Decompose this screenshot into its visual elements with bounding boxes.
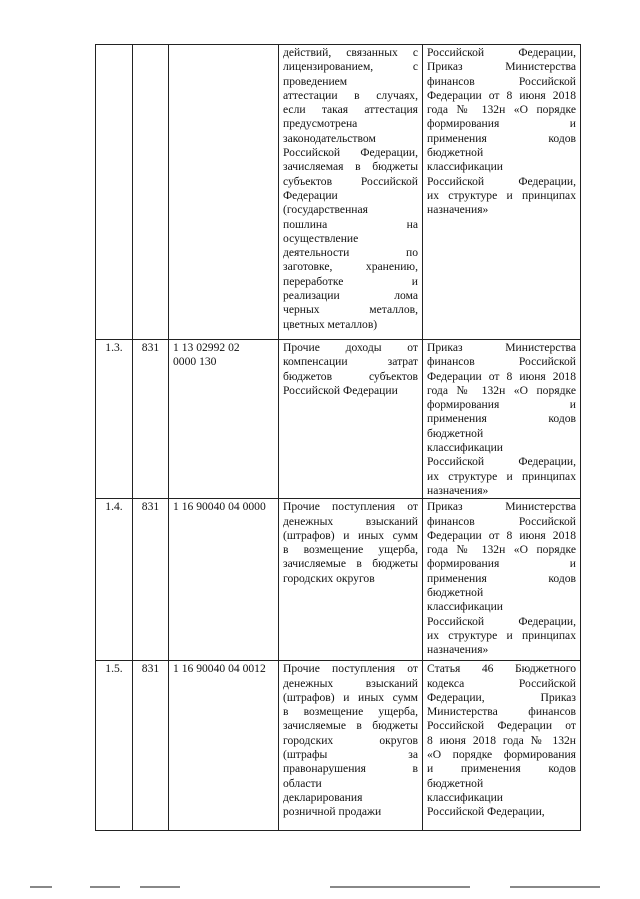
revenue-description-cell [279,45,423,340]
cell-line: 1 16 90040 04 0012 [173,662,266,676]
cell-line: области [283,776,322,790]
cell-line: бюджетной [427,146,484,160]
cell-line: Прочие поступления от [283,662,418,676]
cell-line: законодательством [283,131,376,145]
cell-line: городских округов [283,571,375,585]
cell-line: денежных взысканий [283,514,418,528]
cell-line: реализации лома [283,289,418,303]
admin-code-cell: 831 [133,499,169,661]
cell-line: зачисляемые в бюджеты [283,719,418,733]
cell-line: 1 16 90040 04 0000 [173,500,266,514]
cell-line: Федерации от 8 июня 2018 [427,369,576,383]
legal-basis-cell [423,499,581,661]
cell-line: Российской Федерации, [427,614,576,628]
cell-line: финансов Российской [427,514,576,528]
cell-line: классификации [427,160,503,174]
table-body [96,45,581,831]
row-number-cell: 1.4. [96,499,133,661]
cell-line: в возмещение ущерба, [283,705,418,719]
cell-line: городских округов [283,733,418,747]
cell-line: финансов Российской [427,74,576,88]
cell-line: применения кодов [427,571,576,585]
cell-line: Российской Федерации, [427,174,576,188]
table-row [96,661,581,831]
cell-line: применения кодов [427,412,576,426]
admin-code-cell [133,45,169,340]
row-number-cell: 1.5. [96,661,133,831]
cell-line: бюджетной [427,586,484,600]
cell-line: и применения кодов [427,762,576,776]
row-number-cell: 1.3. [96,340,133,499]
cell-line: бюджетов субъектов [283,369,418,383]
cell-line: Прочие поступления от [283,500,418,514]
cell-line: Приказ Министерства [427,500,576,514]
cell-line: 0000 130 [173,355,217,369]
cell-line: осуществление [283,231,359,245]
cell-line: Российской Федерации, [427,455,576,469]
cell-line: кодекса Российской [427,676,576,690]
cell-line: денежных взысканий [283,676,418,690]
cell-line: Статья 46 Бюджетного [427,662,576,676]
cell-line: года № 132н «О порядке [427,103,576,117]
cell-line: Российской Федерации [283,383,398,397]
cell-line: классификации [427,441,503,455]
cell-line: формирования и [427,117,576,131]
cell-line: назначения» [427,643,489,657]
budget-codes-table [95,44,581,831]
budget-classification-code-cell [169,45,279,340]
cell-line: их структуре и принципах [427,469,576,483]
cell-line: субъектов Российской [283,174,418,188]
cell-line: (штрафов) и иных сумм [283,690,418,704]
cell-line: Федерации, Приказ [427,690,576,704]
cell-line: бюджетной [427,776,484,790]
cell-line: финансов Российской [427,355,576,369]
table-row [96,340,581,499]
cell-line: 8 июня 2018 года № 132н [427,733,576,747]
cell-line: классификации [427,790,503,804]
legal-basis-cell [423,340,581,499]
cell-line: формирования и [427,557,576,571]
budget-classification-code-cell [169,661,279,831]
cell-line: формирования и [427,398,576,412]
revenue-description-cell [279,499,423,661]
cell-line: классификации [427,600,503,614]
cell-line: переработке и [283,274,418,288]
admin-code-cell: 831 [133,340,169,499]
cell-line: Федерации [283,188,338,202]
cell-line: (штрафы за [283,748,418,762]
cell-line: Российской Федерации, [427,46,576,59]
admin-code-cell: 831 [133,661,169,831]
cell-line: года № 132н «О порядке [427,383,576,397]
cell-line: зачисляемые в бюджеты [283,557,418,571]
cell-line: если такая аттестация [283,103,418,117]
cell-line: цветных металлов) [283,317,378,331]
cell-line: Российской Федерации, [427,805,545,819]
cell-line: бюджетной [427,426,484,440]
cell-line: лицензированием, с [283,60,418,74]
cell-line: в возмещение ущерба, [283,543,418,557]
cell-line: аттестации в случаях, [283,88,418,102]
cell-line: декларирования [283,790,363,804]
cell-line: Российской Федерации, [283,146,418,160]
legal-basis-cell [423,661,581,831]
cell-line: черных металлов, [283,303,418,317]
cell-line: (штрафов) и иных сумм [283,528,418,542]
cell-line: «О порядке формирования [427,748,576,762]
cell-line: их структуре и принципах [427,628,576,642]
cell-line: предусмотрена [283,117,358,131]
cell-line: деятельности по [283,246,418,260]
scan-footer-marks [30,884,610,890]
cell-line: действий, связанных с [283,46,418,59]
cell-line: их структуре и принципах [427,188,576,202]
cell-line: Приказ Министерства [427,341,576,354]
cell-line: назначения» [427,203,489,217]
cell-line: Федерации от 8 июня 2018 [427,88,576,102]
budget-classification-code-cell [169,499,279,661]
cell-line: Приказ Министерства [427,60,576,74]
cell-line: назначения» [427,483,489,497]
revenue-description-cell [279,661,423,831]
cell-line: применения кодов [427,131,576,145]
cell-line: проведением [283,74,348,88]
cell-line: года № 132н «О порядке [427,543,576,557]
cell-line: зачисляемая в бюджеты [283,160,418,174]
table-row [96,499,581,661]
revenue-description-cell [279,340,423,499]
cell-line: заготовке, хранению, [283,260,418,274]
cell-line: пошлина на [283,217,418,231]
legal-basis-cell [423,45,581,340]
cell-line: розничной продажи [283,805,382,819]
cell-line: Федерации от 8 июня 2018 [427,528,576,542]
row-number-cell [96,45,133,340]
cell-line: Министерства финансов [427,705,576,719]
cell-line: 1 13 02992 02 [173,341,240,354]
cell-line: (государственная [283,203,368,217]
table-row [96,45,581,340]
cell-line: Прочие доходы от [283,341,418,354]
budget-classification-code-cell [169,340,279,499]
cell-line: правонарушения в [283,762,418,776]
cell-line: компенсации затрат [283,355,418,369]
cell-line: Российской Федерации от [427,719,576,733]
